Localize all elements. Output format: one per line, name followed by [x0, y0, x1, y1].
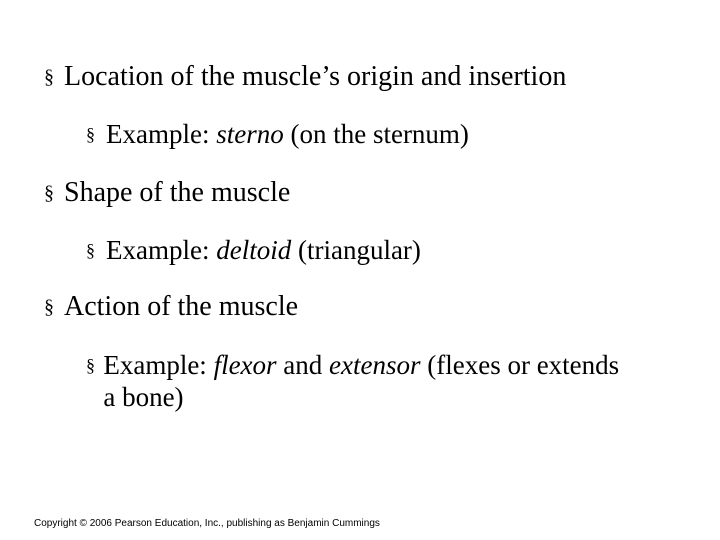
- example-suffix: (flexes or extends a bone): [103, 350, 620, 413]
- example-term: deltoid: [216, 235, 292, 265]
- bullet-shape: [44, 176, 290, 210]
- example-middle: and: [276, 350, 330, 380]
- example-suffix: (on the sternum): [283, 119, 469, 149]
- section-bullet-icon: §: [44, 66, 54, 88]
- example-flexor-extensor: [86, 349, 626, 414]
- example-deltoid: [86, 234, 646, 266]
- section-bullet-icon: §: [44, 182, 54, 204]
- section-bullet-icon: §: [86, 355, 95, 375]
- example-sterno: [86, 118, 646, 150]
- example-prefix: Example:: [106, 119, 217, 149]
- section-bullet-icon: §: [86, 124, 95, 144]
- example-prefix: Example:: [103, 350, 214, 380]
- section-bullet-icon: §: [86, 240, 95, 260]
- section-bullet-icon: §: [44, 296, 54, 318]
- copyright-footer: Copyright © 2006 Pearson Education, Inc., publishing as Benjamin Cummings: [34, 518, 380, 529]
- bullet-text: Location of the muscle’s origin and insertion: [64, 61, 567, 92]
- example-text: [106, 118, 469, 150]
- example-term-2: extensor: [329, 350, 421, 380]
- example-text: [106, 234, 421, 266]
- example-text: [103, 349, 626, 414]
- bullet-text: Action of the muscle: [64, 291, 299, 322]
- bullet-text: Shape of the muscle: [64, 177, 291, 208]
- example-term: flexor: [213, 350, 277, 380]
- bullet-origin-insertion: [44, 60, 566, 94]
- bullet-action: [44, 290, 298, 324]
- example-prefix: Example:: [106, 235, 217, 265]
- example-term: sterno: [216, 119, 284, 149]
- example-suffix: (triangular): [291, 235, 421, 265]
